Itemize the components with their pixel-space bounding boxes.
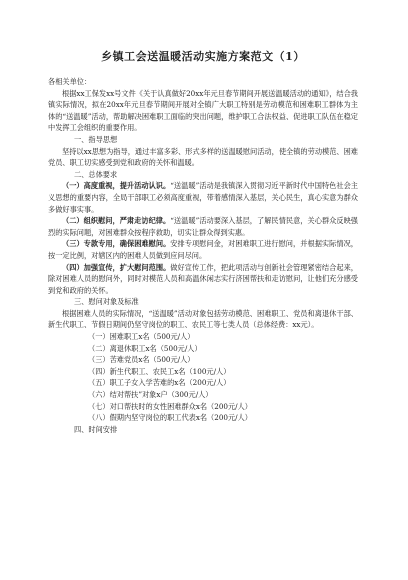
section2-point [48,215,358,238]
section2-point [48,262,358,297]
list-item: （五）职工子女入学苦难的x名（200元/人） [88,378,231,388]
point-text: 安排专项慰问金，对困难职工进行慰问，并根据实际情况，按一定比例，对辖区内的困难人员做到应问尽问。 [48,239,358,260]
point-lead: （二）组织慰问，严肃走访纪律。 [62,216,171,226]
point-lead: （一）高度重视，提升活动认识。 [62,181,171,191]
intro-paragraph: 根据xx工保发xx号文件《关于认真做好20xx年元旦春节期间开展送温暖活动的通知》，结合我镇实际情况，拟在20xx年元旦春节期间开展对全镇广大职工特别是劳动模范和困难职工群体为主体的“送温暖”活动，帮助解决困难职工面临的突出问题，维护职工合法权益、促进职工队伍在稳定中发挥工会组织的重要作用。 [48,88,358,133]
list-item: （八）假期内坚守岗位的职工代表x名（200元/人） [88,413,252,423]
point-lead: （三）专款专用，确保困难慰问。 [62,239,171,249]
list-item: （一）困难职工x名（500元/人） [88,332,195,342]
list-item: （六）结对帮扶”对象x户（300元/人） [88,390,213,400]
document-title: 乡镇工会送温暖活动实施方案范文（1） [101,50,305,63]
list-item: （四）新生代职工、农民工x名（100元/人） [88,366,231,376]
section2-heading: 二、总体要求 [74,169,118,179]
list-item: （七）对口帮扶时的女性困难群众x名（200元/人） [88,401,252,411]
point-lead: （四）加强宣传，扩大慰问范围。 [62,262,171,272]
section1-heading: 一、指导思想 [74,134,118,144]
point-text: 做好宣传工作，把此项活动与创新社会管理紧密结合起来，除对困难人员的慰问外，同时对模范人员和高温休闲志实行济困帮扶和走访慰问，让他们充分感受到党和政府的关怀。 [48,262,358,295]
list-item: （二）离退休职工x名（500元/人） [88,343,202,353]
section2-point [48,238,358,261]
salutation: 各相关单位： [48,77,92,86]
point-text: “送温暖”活动是我镇深入贯彻习近平新时代中国特色社会主义思想的重要内容，全局干部职工必须高度重视，带着感情深入基层，关心民生，真心实意为群众多做好事实事。 [48,181,358,214]
section2-point [48,180,358,215]
list-item: （三）苦难党员x名（500元/人） [88,355,195,365]
section3-body: 根据困难人员的实际情况，“送温暖”活动对象包括劳动模范、困难职工、党员和离退休干部、新生代职工、节假日期间仍坚守岗位的职工、农民工等七类人员（总体经费：xx元）。 [48,308,358,330]
section4-heading: 四、时间安排 [74,424,118,434]
point-text: “送温暖”活动要深入基层，了解民情民意，关心群众反映强烈的实际问题，对困难群众按程序救助，切实让群众得到实惠。 [48,216,358,237]
section3-heading: 三、慰问对象及标准 [74,297,139,307]
section1-body: 坚持以xx思想为指导，通过丰富多彩、形式多样的送温暖慰问活动，使全镇的劳动模范、困难党员、职工切实感受到党和政府的关怀和温暖。 [48,146,358,168]
